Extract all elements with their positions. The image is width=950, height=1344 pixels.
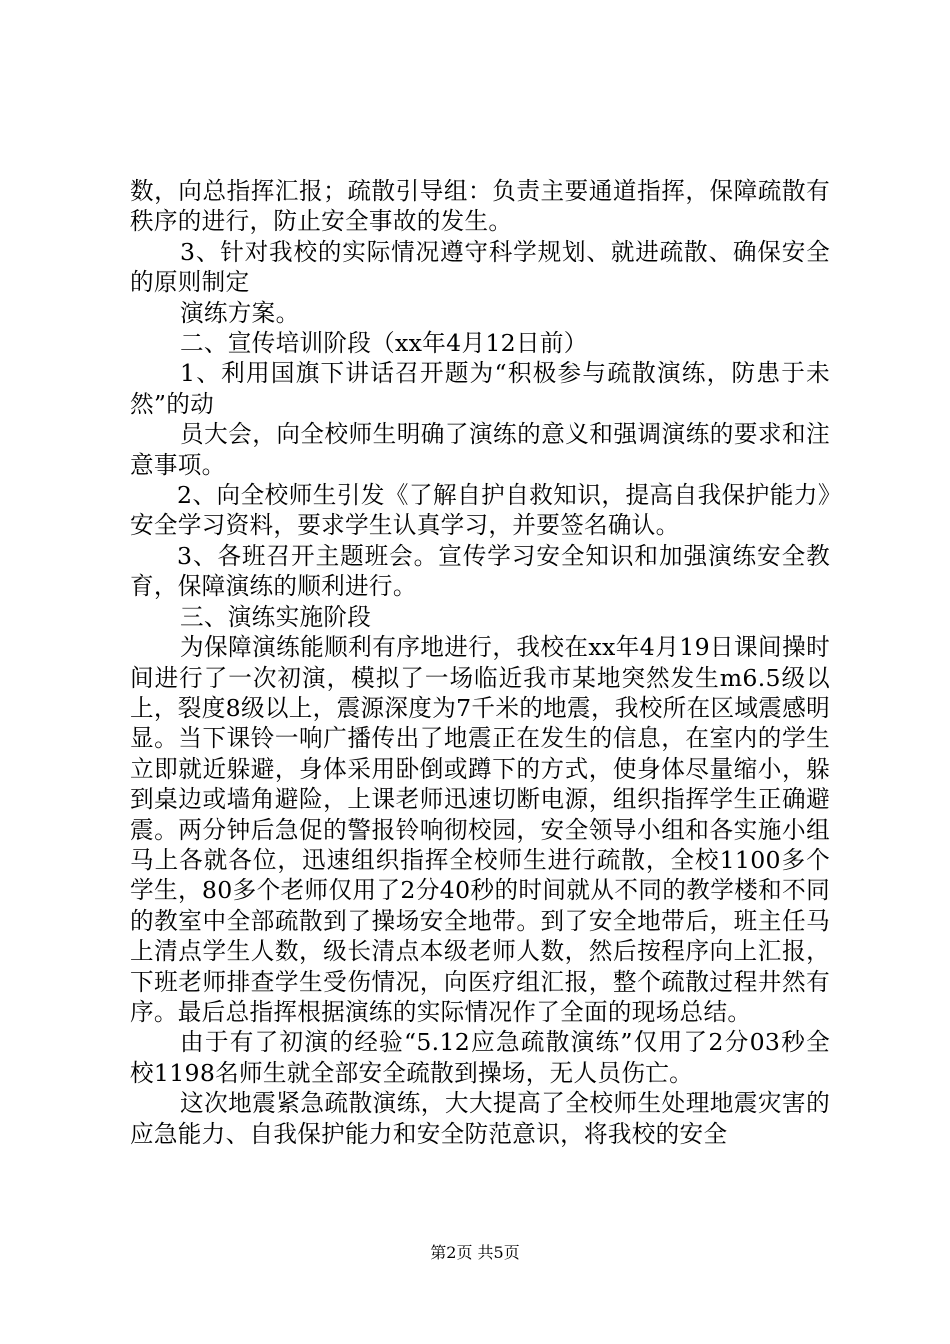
page-number-label: 第2页 共5页 — [430, 1243, 520, 1262]
paragraph-evacuation-guide-group: 数，向总指挥汇报；疏散引导组：负责主要通道指挥，保障疏散有秩序的进行，防止安全事故的发生。 — [130, 177, 830, 236]
page-footer — [0, 1243, 950, 1263]
document-body — [130, 176, 830, 1149]
paragraph-drill-summary: 这次地震紧急疏散演练，大大提高了全校师生处理地震灾害的应急能力、自我保护能力和安全防范意识，将我校的安全 — [130, 1089, 830, 1148]
heading-publicity-training-stage: 二、宣传培训阶段（xx年4月12日前） — [180, 329, 588, 358]
paragraph-item-2-study-materials: 2、向全校师生引发《了解自护自救知识，提高自我保护能力》安全学习资料，要求学生认真学习，并要签名确认。 — [130, 481, 830, 540]
paragraph-drill-plan: 演练方案。 — [180, 298, 300, 327]
paragraph-512-drill-result: 由于有了初演的经验“5.12应急疏散演练”仅用了2分03秒全校1198名师生就全部安全疏散到操场，无人员伤亡。 — [130, 1028, 830, 1087]
paragraph-item-3-class-meeting: 3、各班召开主题班会。宣传学习安全知识和加强演练安全教育，保障演练的顺利进行。 — [130, 541, 830, 601]
heading-drill-implementation-stage: 三、演练实施阶段 — [180, 602, 372, 631]
paragraph-mobilization-meeting: 员大会，向全校师生明确了演练的意义和强调演练的要求和注意事项。 — [130, 420, 830, 479]
paragraph-item-3-planning: 3、针对我校的实际情况遵守科学规划、就进疏散、确保安全的原则制定 — [130, 237, 830, 297]
paragraph-item-1-flag-speech: 1、利用国旗下讲话召开题为“积极参与疏散演练，防患于未然”的动 — [130, 359, 830, 418]
paragraph-first-drill-description: 为保障演练能顺利有序地进行，我校在xx年4月19日课间操时间进行了一次初演，模拟了一场临近我市某地突然发生m6.5级以上，裂度8级以上，震源深度为7千米的地震，我校所在区域震感明显。当下课铃一响广播传出了地震正在发生的信息，在室内的学生立即就近躲避，身体采用卧倒或蹲下的方式，使身体尽量缩小，躲到桌边或墙角避险，上课老师迅速切断电源，组织指挥学生正确避震。两分钟后急促的警报铃响彻校园，安全领导小组和各实施小组马上各就各位，迅速组织指挥全校师生进行疏散，全校1100多个学生，80多个老师仅用了2分40秒的时间就从不同的教学楼和不同的教室中全部疏散到了操场安全地带。到了安全地带后，班主任马上清点学生人数，级长清点本级老师人数，然后按程序向上汇报，下班老师排查学生受伤情况，向医疗组汇报，整个疏散过程井然有序。最后总指挥根据演练的实际情况作了全面的现场总结。 — [130, 633, 830, 1026]
